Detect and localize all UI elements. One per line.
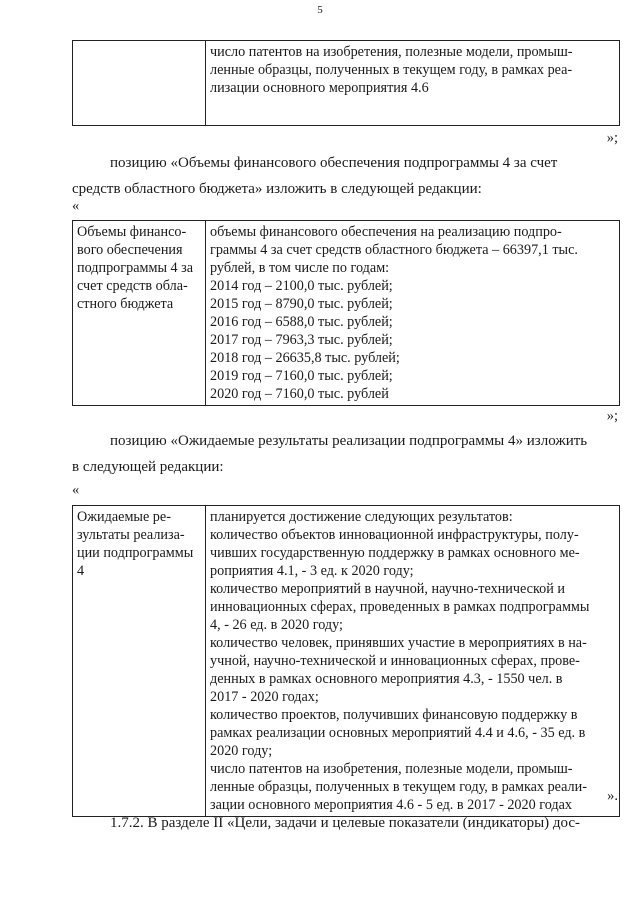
table-line: ленные образцы, полученных в текущем году, в рамках реали-: [210, 779, 587, 795]
paragraph-line: позицию «Объемы финансового обеспечения подпрограммы 4 за счет: [110, 155, 558, 171]
table-line: количество объектов инновационной инфраструктуры, полу-: [210, 527, 579, 543]
table-line: 2020 году;: [210, 743, 273, 759]
table-row: [73, 506, 620, 817]
table-expected-results: [72, 505, 620, 817]
table-line: число патентов на изобретения, полезные модели, промыш-: [210, 761, 573, 777]
table-line: Объемы финансо-: [77, 224, 187, 240]
table-line: ленные образцы, полученных в текущем году, в рамках реа-: [210, 62, 573, 78]
table-line: инновационных сферах, проведенных в рамках подпрограммы: [210, 599, 590, 615]
table-line: 2014 год – 2100,0 тыс. рублей;: [210, 278, 393, 294]
closing-quote: »;: [606, 130, 618, 146]
table-line: 4, - 26 ед. в 2020 году;: [210, 617, 343, 633]
table-line: роприятия 4.1, - 3 ед. к 2020 году;: [210, 563, 414, 579]
table-line: денных в рамках основного мероприятия 4.3, - 1550 чел. в: [210, 671, 563, 687]
table-line: счет средств обла-: [77, 278, 188, 294]
table-row: [73, 221, 620, 406]
closing-quote: ».: [607, 788, 618, 804]
table-row: [73, 41, 620, 126]
table-line: чивших государственную поддержку в рамках основного ме-: [210, 545, 580, 561]
table-cell-right: [206, 506, 620, 817]
table-line: число патентов на изобретения, полезные модели, промыш-: [210, 44, 573, 60]
table-line: стного бюджета: [77, 296, 174, 312]
table-line: 2016 год – 6588,0 тыс. рублей;: [210, 314, 393, 330]
table-cell-left: [73, 221, 206, 406]
table-line: количество человек, принявших участие в мероприятиях в на-: [210, 635, 587, 651]
table-line: 2020 год – 7160,0 тыс. рублей: [210, 386, 389, 402]
table-cell-right: [206, 221, 620, 406]
table-financing: [72, 220, 620, 406]
table-line: рамках реализации основных мероприятий 4.4 и 4.6, - 35 ед. в: [210, 725, 586, 741]
table-line: граммы 4 за счет средств областного бюджета – 66397,1 тыс.: [210, 242, 578, 258]
table-line: объемы финансового обеспечения на реализацию подпро-: [210, 224, 562, 240]
paragraph-line: средств областного бюджета» изложить в следующей редакции:: [72, 181, 482, 197]
table-line: зации основного мероприятия 4.6 - 5 ед. в 2017 - 2020 годах: [210, 797, 573, 813]
table-line: планируется достижение следующих результатов:: [210, 509, 513, 525]
paragraph-section-ii: [72, 810, 620, 836]
paragraph-line: позицию «Ожидаемые результаты реализации подпрограммы 4» изложить: [110, 433, 588, 449]
table-line: ции подпрограммы: [77, 545, 194, 561]
table-line: 4: [77, 563, 85, 579]
paragraph-financing: [72, 150, 620, 202]
table-line: 2015 год – 8790,0 тыс. рублей;: [210, 296, 393, 312]
table-patents-fragment: [72, 40, 620, 126]
table-line: учной, научно-технической и инновационных сферах, прове-: [210, 653, 580, 669]
table-line: количество проектов, получивших финансовую поддержку в: [210, 707, 578, 723]
table-line: лизации основного мероприятия 4.6: [210, 80, 429, 96]
table-line: 2017 - 2020 годах;: [210, 689, 319, 705]
table-line: вого обеспечения: [77, 242, 183, 258]
table-line: зультаты реализа-: [77, 527, 185, 543]
table-line: подпрограммы 4 за: [77, 260, 194, 276]
closing-quote: »;: [606, 408, 618, 424]
page-number: 5: [317, 4, 323, 16]
table-line: 2019 год – 7160,0 тыс. рублей;: [210, 368, 393, 384]
table-line: 2017 год – 7963,3 тыс. рублей;: [210, 332, 393, 348]
paragraph-expected-results: [72, 428, 620, 480]
table-line: количество мероприятий в научной, научно-технической и: [210, 581, 565, 597]
opening-quote: «: [72, 198, 80, 214]
paragraph-line: 1.7.2. В разделе II «Цели, задачи и целевые показатели (индикаторы) дос-: [110, 815, 581, 831]
table-line: Ожидаемые ре-: [77, 509, 171, 525]
table-cell-left: [73, 506, 206, 817]
table-line: рублей, в том числе по годам:: [210, 260, 390, 276]
table-line: 2018 год – 26635,8 тыс. рублей;: [210, 350, 400, 366]
table-cell-right: [206, 41, 620, 126]
opening-quote: «: [72, 482, 80, 498]
paragraph-line: в следующей редакции:: [72, 459, 224, 475]
table-cell-left-empty: [73, 41, 206, 126]
